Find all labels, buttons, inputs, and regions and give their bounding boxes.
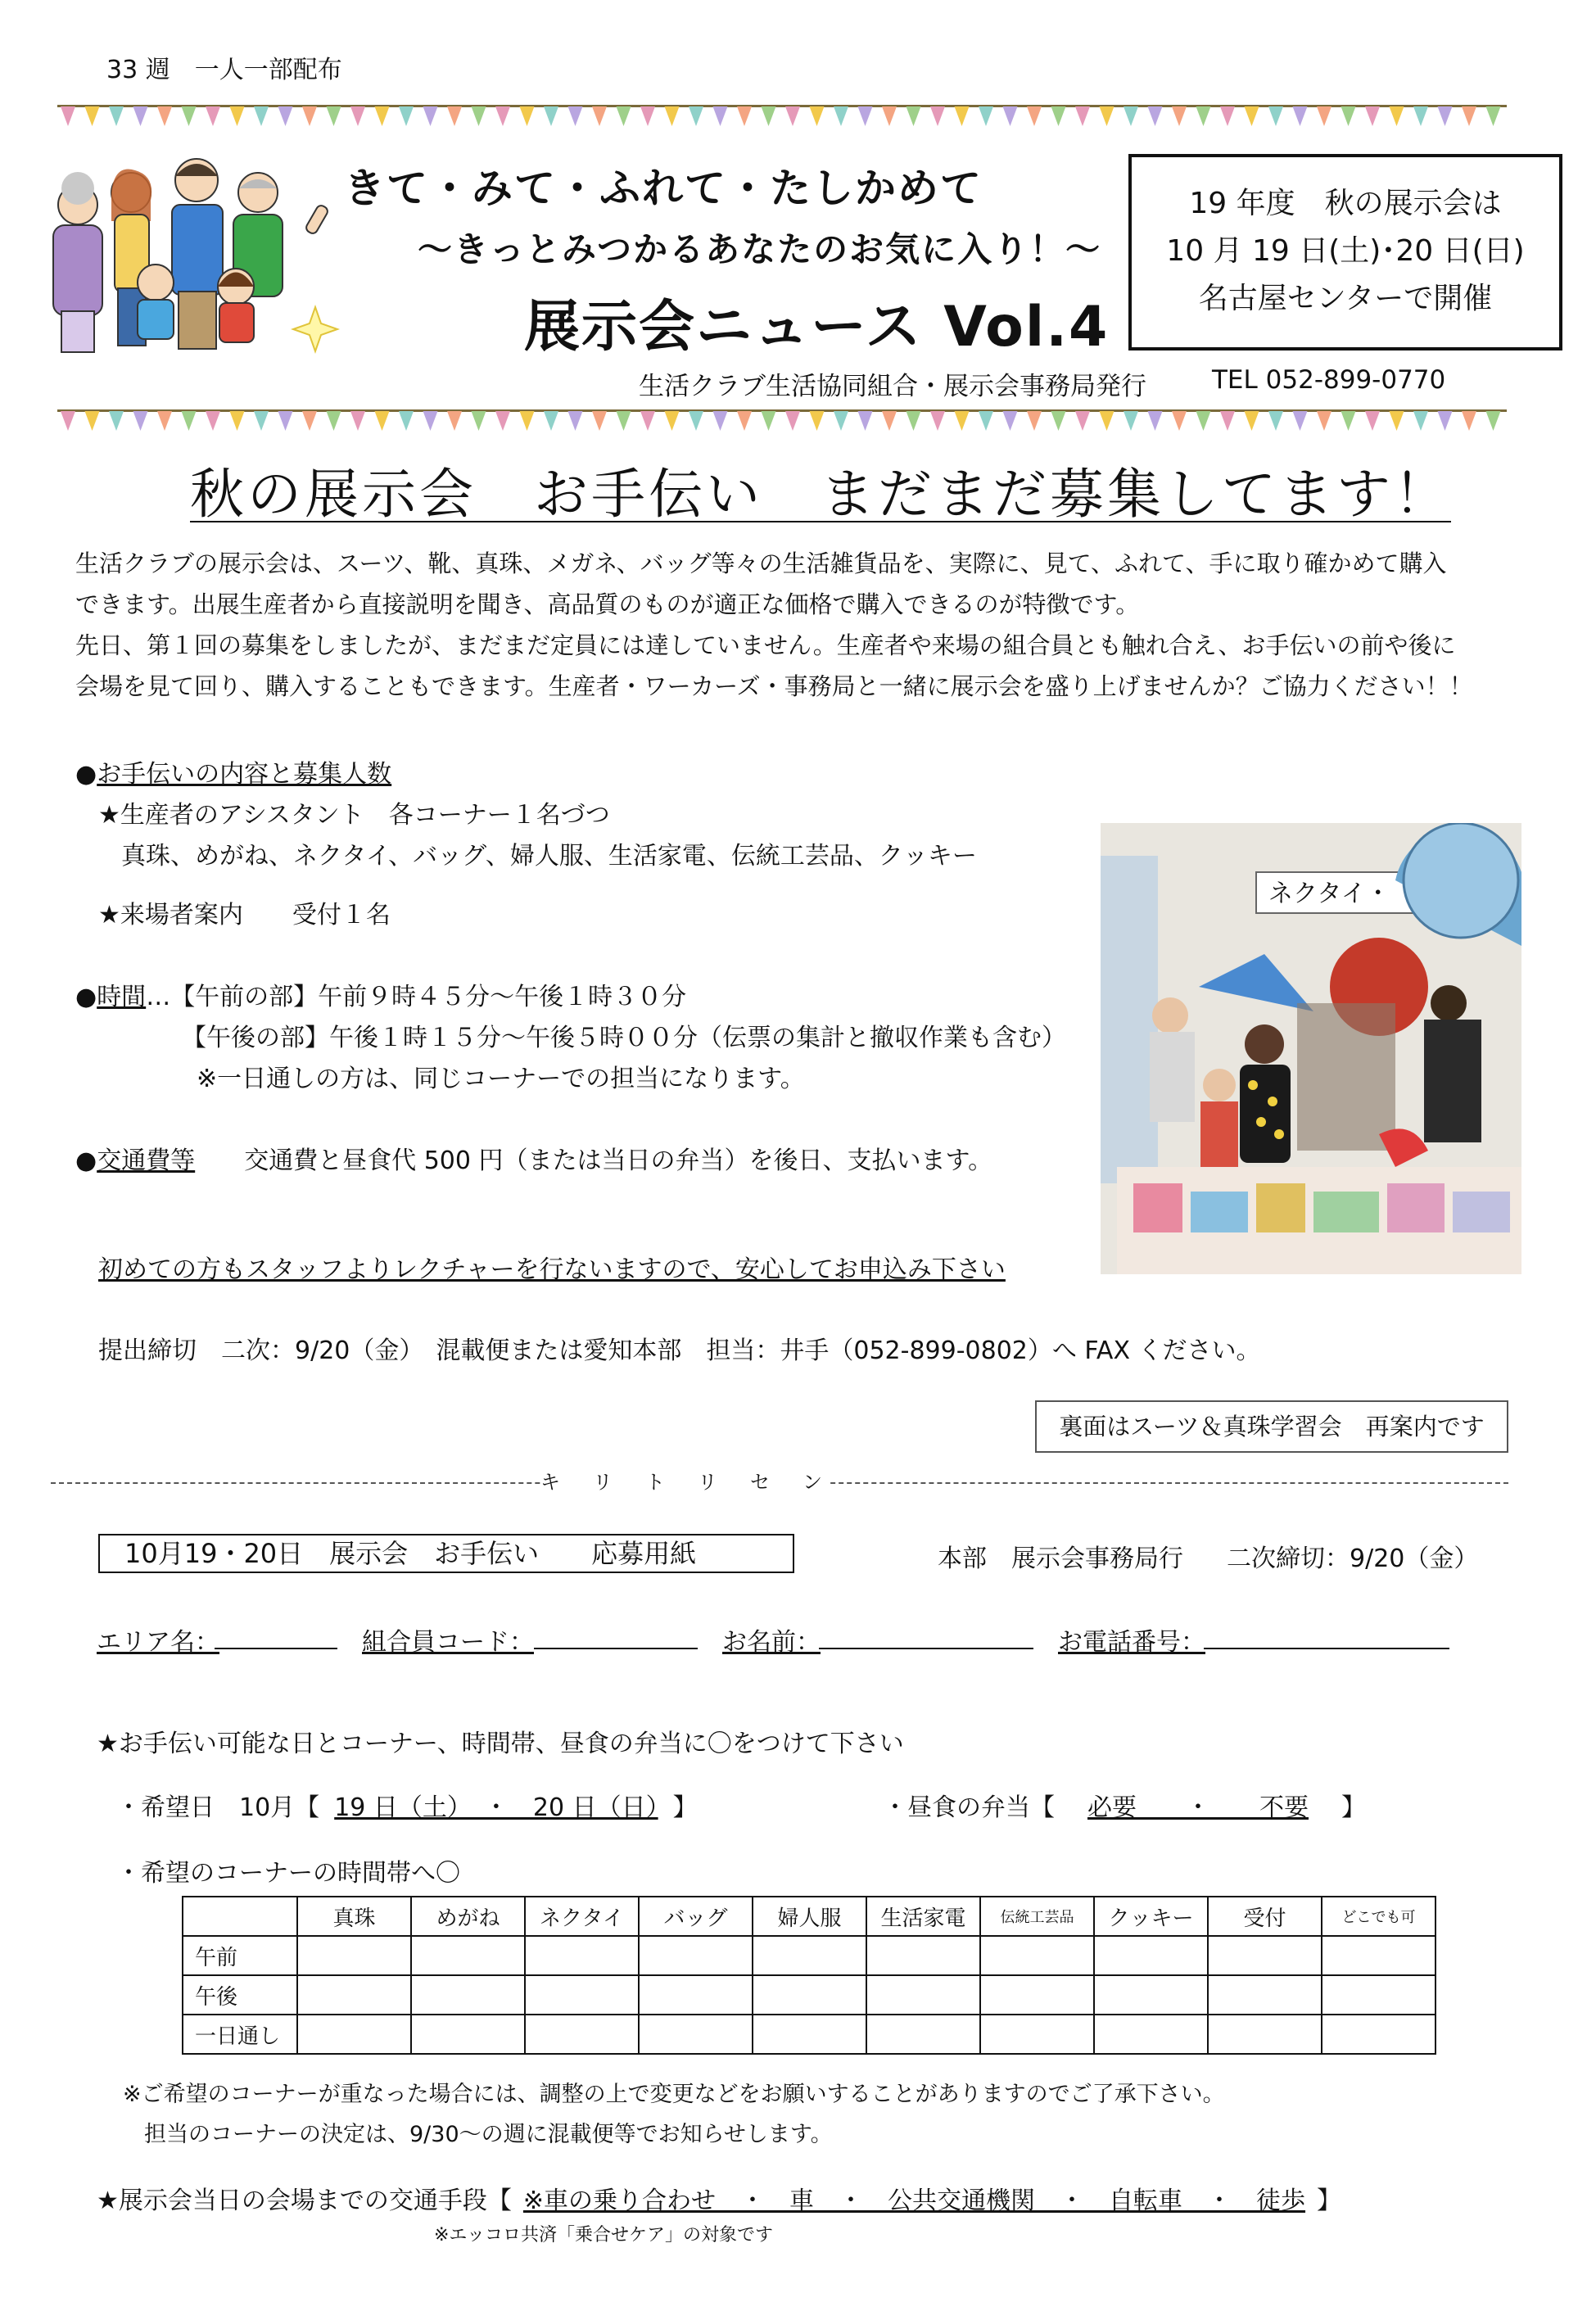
member-code-field[interactable] — [534, 1648, 698, 1649]
bunting-flag — [955, 411, 970, 431]
bunting-flag — [133, 106, 148, 126]
table-cell[interactable] — [1208, 1975, 1322, 2015]
intro-paragraph — [75, 543, 1549, 707]
table-header-row — [183, 1897, 1435, 1936]
bunting-flag — [1390, 106, 1404, 126]
bunting-flag — [350, 411, 365, 431]
table-row — [183, 1936, 1435, 1975]
bunting-flag — [1341, 106, 1356, 126]
bunting-flag — [1051, 106, 1066, 126]
event-info-line-3: 名古屋センターで開催 — [1198, 282, 1493, 315]
bunting-flag — [206, 106, 220, 126]
bunting-flag — [544, 106, 558, 126]
bunting-flag — [520, 106, 535, 126]
table-cell[interactable] — [866, 1936, 980, 1975]
table-cell[interactable] — [411, 1975, 525, 2015]
bunting-flag — [254, 411, 269, 431]
bunting-flag — [399, 106, 414, 126]
table-cell[interactable] — [639, 2015, 753, 2054]
date-options[interactable]: 19 日（土） ・ 20 日（日） — [334, 1793, 658, 1822]
intro-line-3: 先日、第１回の募集をしましたが、まだまだ定員には達していません。生産者や来場の組合員とも触れ合え、お手伝いの前や後に — [75, 631, 1456, 659]
exhibition-photo — [1101, 823, 1521, 1274]
bunting-flag — [1365, 411, 1380, 431]
assistant-items: 真珠、めがね、ネクタイ、バッグ、婦人服、生活家電、伝統工芸品、クッキー — [121, 842, 977, 871]
bunting-flag — [254, 106, 269, 126]
bunting-flag — [882, 106, 897, 126]
bunting-flag — [689, 106, 703, 126]
bunting-flag — [1075, 411, 1090, 431]
bunting-flag — [302, 411, 317, 431]
bunting-flag — [1196, 106, 1211, 126]
table-cell[interactable] — [411, 2015, 525, 2054]
guide-role: ★来場者案内 受付１名 — [98, 901, 391, 929]
bunting-flag — [472, 106, 486, 126]
bunting-flag — [1365, 106, 1380, 126]
bunting-top — [57, 97, 1507, 138]
table-cell[interactable] — [753, 1936, 866, 1975]
table-cell[interactable] — [866, 1975, 980, 2015]
form-recipient: 本部 展示会事務局行 — [938, 1544, 1183, 1573]
week-note: 33 週 一人一部配布 — [106, 56, 342, 84]
bunting-flag — [1486, 106, 1501, 126]
bunting-flag — [665, 106, 680, 126]
bunting-flag — [1390, 411, 1404, 431]
table-cell[interactable] — [525, 1975, 639, 2015]
bunting-flag — [617, 411, 631, 431]
time-am: ●時間…【午前の部】午前９時４５分～午後１時３０分 — [75, 983, 687, 1011]
bunting-flag — [1148, 106, 1163, 126]
bunting-flag — [157, 106, 172, 126]
content-heading: ●お手伝いの内容と募集人数 — [75, 760, 392, 789]
column-header: 伝統工芸品 — [980, 1897, 1094, 1936]
intro-line-4: 会場を見て回り、購入することもできます。生産者・ワーカーズ・事務局と一緒に展示会を盛り上げませんか？ご協力ください！！ — [75, 672, 1473, 700]
subtagline: ～きっとみつかるあなたのお気に入り！～ — [418, 229, 1102, 269]
bunting-flag — [930, 106, 945, 126]
member-code-label: 組合員コード： — [362, 1628, 534, 1657]
table-cell[interactable] — [1322, 1975, 1435, 2015]
form-deadline: 二次締切：9/20（金） — [1227, 1544, 1479, 1573]
column-header: めがね — [411, 1897, 525, 1936]
photo-sign: ネクタイ・ — [1268, 880, 1390, 908]
bunting-flag — [350, 106, 365, 126]
bunting-flag — [1462, 411, 1476, 431]
bunting-flag — [640, 411, 655, 431]
bunting-flag — [810, 106, 825, 126]
bunting-flag — [495, 106, 510, 126]
phone-label: お電話番号： — [1058, 1628, 1205, 1657]
table-cell[interactable] — [297, 2015, 411, 2054]
column-header: クッキー — [1094, 1897, 1208, 1936]
table-cell[interactable] — [411, 1936, 525, 1975]
bunting-flag — [785, 106, 800, 126]
bunting-flag — [930, 411, 945, 431]
bunting-flag — [810, 411, 825, 431]
bunting-flags-top — [57, 106, 1507, 131]
bunting-flag — [1245, 411, 1259, 431]
column-header: どこでも可 — [1322, 1897, 1435, 1936]
table-cell[interactable] — [980, 1936, 1094, 1975]
bunting-flag — [1317, 106, 1332, 126]
bunting-flag — [1100, 411, 1114, 431]
transport-question: ★展示会当日の会場までの交通手段【 ※車の乗り合わせ ・ 車 ・ 公共交通機関 ・ 自転車 ・ 徒歩 】 — [97, 2187, 1342, 2215]
transport-note: ※エッコロ共済「乗合せケア」の対象です — [434, 2225, 773, 2245]
bunting-flag — [278, 411, 293, 431]
bunting-flag — [955, 106, 970, 126]
bunting-flag — [1486, 411, 1501, 431]
phone-field[interactable] — [1204, 1648, 1449, 1649]
bunting-flag — [1317, 411, 1332, 431]
column-header: 受付 — [1208, 1897, 1322, 1936]
event-info-box — [1128, 154, 1562, 350]
bunting-flag — [423, 411, 438, 431]
bunting-flag — [182, 411, 197, 431]
table-cell[interactable] — [1322, 1936, 1435, 1975]
bunting-flag — [85, 411, 100, 431]
bunting-flag — [568, 411, 583, 431]
table-cell[interactable] — [525, 1936, 639, 1975]
column-header: 真珠 — [297, 1897, 411, 1936]
bunting-flag — [1100, 106, 1114, 126]
corner-label: ・希望のコーナーの時間帯へ〇 — [116, 1859, 460, 1888]
table-cell[interactable] — [525, 2015, 639, 2054]
table-cell[interactable] — [753, 2015, 866, 2054]
table-cell[interactable] — [1094, 1936, 1208, 1975]
bunting-flag — [109, 411, 124, 431]
bunting-flag — [1124, 411, 1138, 431]
time-note: ※一日通しの方は、同じコーナーでの担当になります。 — [197, 1065, 805, 1093]
bunting-flag — [979, 411, 993, 431]
bunting-flag — [399, 411, 414, 431]
bunting-flag — [1293, 106, 1308, 126]
bunting-flag — [1075, 106, 1090, 126]
bunting-flag — [447, 106, 462, 126]
bunting-flag — [762, 411, 776, 431]
bunting-flag — [85, 106, 100, 126]
area-label: エリア名： — [97, 1628, 219, 1657]
table-row — [183, 2015, 1435, 2054]
bunting-flag — [785, 411, 800, 431]
bunting-flag — [592, 411, 607, 431]
bunting-flag — [230, 411, 245, 431]
form-title: 10月19・20日 展示会 お手伝い 応募用紙 — [98, 1534, 794, 1573]
bunting-flag — [327, 411, 341, 431]
bunting-flag — [907, 106, 921, 126]
form-instruction: ★お手伝い可能な日とコーナー、時間帯、昼食の弁当に〇をつけて下さい — [97, 1730, 904, 1758]
bunting-flag — [1438, 411, 1453, 431]
bunting-flag — [834, 411, 848, 431]
bunting-flag — [1220, 106, 1235, 126]
bunting-flag — [617, 106, 631, 126]
table-cell[interactable] — [753, 1975, 866, 2015]
date-choice: ・希望日 10月【 19 日（土） ・ 20 日（日） 】 — [116, 1793, 698, 1822]
bunting-flag — [858, 411, 873, 431]
bunting-flag — [689, 411, 703, 431]
bunting-flag — [182, 106, 197, 126]
bunting-flag — [495, 411, 510, 431]
bunting-flag — [1196, 411, 1211, 431]
lecture-note: 初めての方もスタッフよりレクチャーを行ないますので、安心してお申込み下さい — [98, 1255, 1006, 1284]
bunting-flag — [592, 106, 607, 126]
bunting-flag — [544, 411, 558, 431]
table-cell[interactable] — [980, 1975, 1094, 2015]
bunting-flag — [762, 106, 776, 126]
bunting-flag — [1413, 411, 1428, 431]
row-header: 午後 — [183, 1975, 297, 2015]
tagline: きて・みて・ふれて・たしかめて — [344, 165, 983, 212]
submission-deadline: 提出締切 二次：9/20（金） 混載便または愛知本部 担当：井手（052-899-0802）へ FAX ください。 — [98, 1336, 1261, 1365]
table-cell[interactable] — [1094, 2015, 1208, 2054]
bunting-flag — [1220, 411, 1235, 431]
bunting-flag — [520, 411, 535, 431]
bunting-flag — [713, 411, 728, 431]
intro-line-1: 生活クラブの展示会は、スーツ、靴、真珠、メガネ、バッグ等々の生活雑貨品を、実際に、見て、ふれて、手に取り確かめて購入 — [75, 549, 1447, 577]
bunting-flag — [568, 106, 583, 126]
table-cell[interactable] — [297, 1936, 411, 1975]
bunting-flag — [278, 106, 293, 126]
family-illustration — [33, 147, 360, 369]
area-field[interactable] — [215, 1648, 337, 1649]
bunting-flag — [640, 106, 655, 126]
bunting-flag — [1341, 411, 1356, 431]
adjustment-note: ※ご希望のコーナーが重なった場合には、調整の上で変更などをお願いすることがありますのでご了承下さい。 — [123, 2082, 1225, 2107]
table-cell[interactable] — [980, 2015, 1094, 2054]
table-row — [183, 1975, 1435, 2015]
bunting-flag — [737, 106, 752, 126]
intro-line-2: できます。出展生産者から直接説明を聞き、高品質のものが適正な価格で購入できるのが特徴です。 — [75, 590, 1140, 618]
bunting-flag — [1124, 106, 1138, 126]
bunting-flag — [1003, 411, 1018, 431]
assignment-note: 担当のコーナーの決定は、9/30～の週に混載便等でお知らせします。 — [144, 2122, 833, 2147]
transport-options[interactable]: ※車の乗り合わせ ・ 車 ・ 公共交通機関 ・ 自転車 ・ 徒歩 — [522, 2187, 1306, 2215]
column-header: 生活家電 — [866, 1897, 980, 1936]
name-field[interactable] — [819, 1648, 1033, 1649]
bunting-flag — [834, 106, 848, 126]
headline: 秋の展示会 お手伝い まだまだ募集してます！ — [190, 463, 1451, 526]
table-cell[interactable] — [1094, 1975, 1208, 2015]
lunch-choice: ・昼食の弁当【 必要 ・ 不要 】 — [883, 1793, 1366, 1822]
column-header: バッグ — [639, 1897, 753, 1936]
event-info-line-2: 10 月 19 日(土)･20 日(日) — [1166, 234, 1525, 268]
column-header: ネクタイ — [525, 1897, 639, 1936]
bunting-flag — [1172, 411, 1187, 431]
bunting-flag — [858, 106, 873, 126]
bunting-flag — [1462, 106, 1476, 126]
cut-line-label: キ リ ト リ セ ン — [540, 1466, 829, 1495]
bunting-flag — [1027, 106, 1042, 126]
bunting-flag — [1245, 106, 1259, 126]
bunting-flag — [375, 411, 390, 431]
bunting-flag — [1268, 106, 1283, 126]
assistant-title: ★生産者のアシスタント 各コーナー１名づつ — [98, 801, 610, 830]
event-info-line-1: 19 年度 秋の展示会は — [1189, 187, 1502, 220]
table-cell[interactable] — [297, 1975, 411, 2015]
bunting-flag — [230, 106, 245, 126]
bunting-flag — [375, 106, 390, 126]
bunting-flags-bottom — [57, 411, 1507, 436]
bunting-flag — [133, 411, 148, 431]
bunting-flag — [979, 106, 993, 126]
bunting-flag — [447, 411, 462, 431]
bunting-flag — [1438, 106, 1453, 126]
row-header: 午前 — [183, 1936, 297, 1975]
bunting-flag — [206, 411, 220, 431]
corner-time-table — [182, 1896, 1436, 2055]
bunting-flag — [1293, 411, 1308, 431]
bunting-flag — [1027, 411, 1042, 431]
table-cell[interactable] — [639, 1936, 753, 1975]
bunting-flag — [1413, 106, 1428, 126]
table-cell[interactable] — [1208, 1936, 1322, 1975]
bunting-flag — [302, 106, 317, 126]
back-page-note: 裏面はスーツ＆真珠学習会 再案内です — [1035, 1400, 1508, 1453]
issuer: 生活クラブ生活協同組合・展示会事務局発行 — [639, 372, 1146, 401]
table-cell[interactable] — [639, 1975, 753, 2015]
bunting-flag — [109, 106, 124, 126]
bunting-flag — [737, 411, 752, 431]
newsletter-title: 展示会ニュース Vol.4 — [524, 295, 1110, 360]
bunting-flag — [1003, 106, 1018, 126]
lunch-options[interactable]: 必要 ・ 不要 — [1087, 1793, 1309, 1822]
row-header: 一日通し — [183, 2015, 297, 2054]
bunting-flag — [1172, 106, 1187, 126]
transport-allowance: ●交通費等 交通費と昼食代 500 円（または当日の弁当）を後日、支払います。 — [75, 1146, 993, 1175]
bunting-flag — [472, 411, 486, 431]
name-label: お名前： — [722, 1628, 821, 1657]
bunting-flag — [1268, 411, 1283, 431]
table-corner-cell — [183, 1897, 297, 1936]
table-cell[interactable] — [1208, 2015, 1322, 2054]
bunting-flag — [1148, 411, 1163, 431]
time-pm: 【午後の部】午後１時１５分～午後５時００分（伝票の集計と撤収作業も含む） — [182, 1024, 1066, 1052]
bunting-flag — [327, 106, 341, 126]
bunting-flag — [61, 411, 75, 431]
bunting-flag — [1051, 411, 1066, 431]
bunting-flag — [882, 411, 897, 431]
table-cell[interactable] — [1322, 2015, 1435, 2054]
bunting-flag — [713, 106, 728, 126]
column-header: 婦人服 — [753, 1897, 866, 1936]
table-cell[interactable] — [866, 2015, 980, 2054]
bunting-bottom — [57, 401, 1507, 442]
bunting-flag — [907, 411, 921, 431]
bunting-flag — [423, 106, 438, 126]
bunting-flag — [61, 106, 75, 126]
phone-number: TEL 052-899-0770 — [1212, 365, 1446, 395]
bunting-flag — [665, 411, 680, 431]
bunting-flag — [157, 411, 172, 431]
